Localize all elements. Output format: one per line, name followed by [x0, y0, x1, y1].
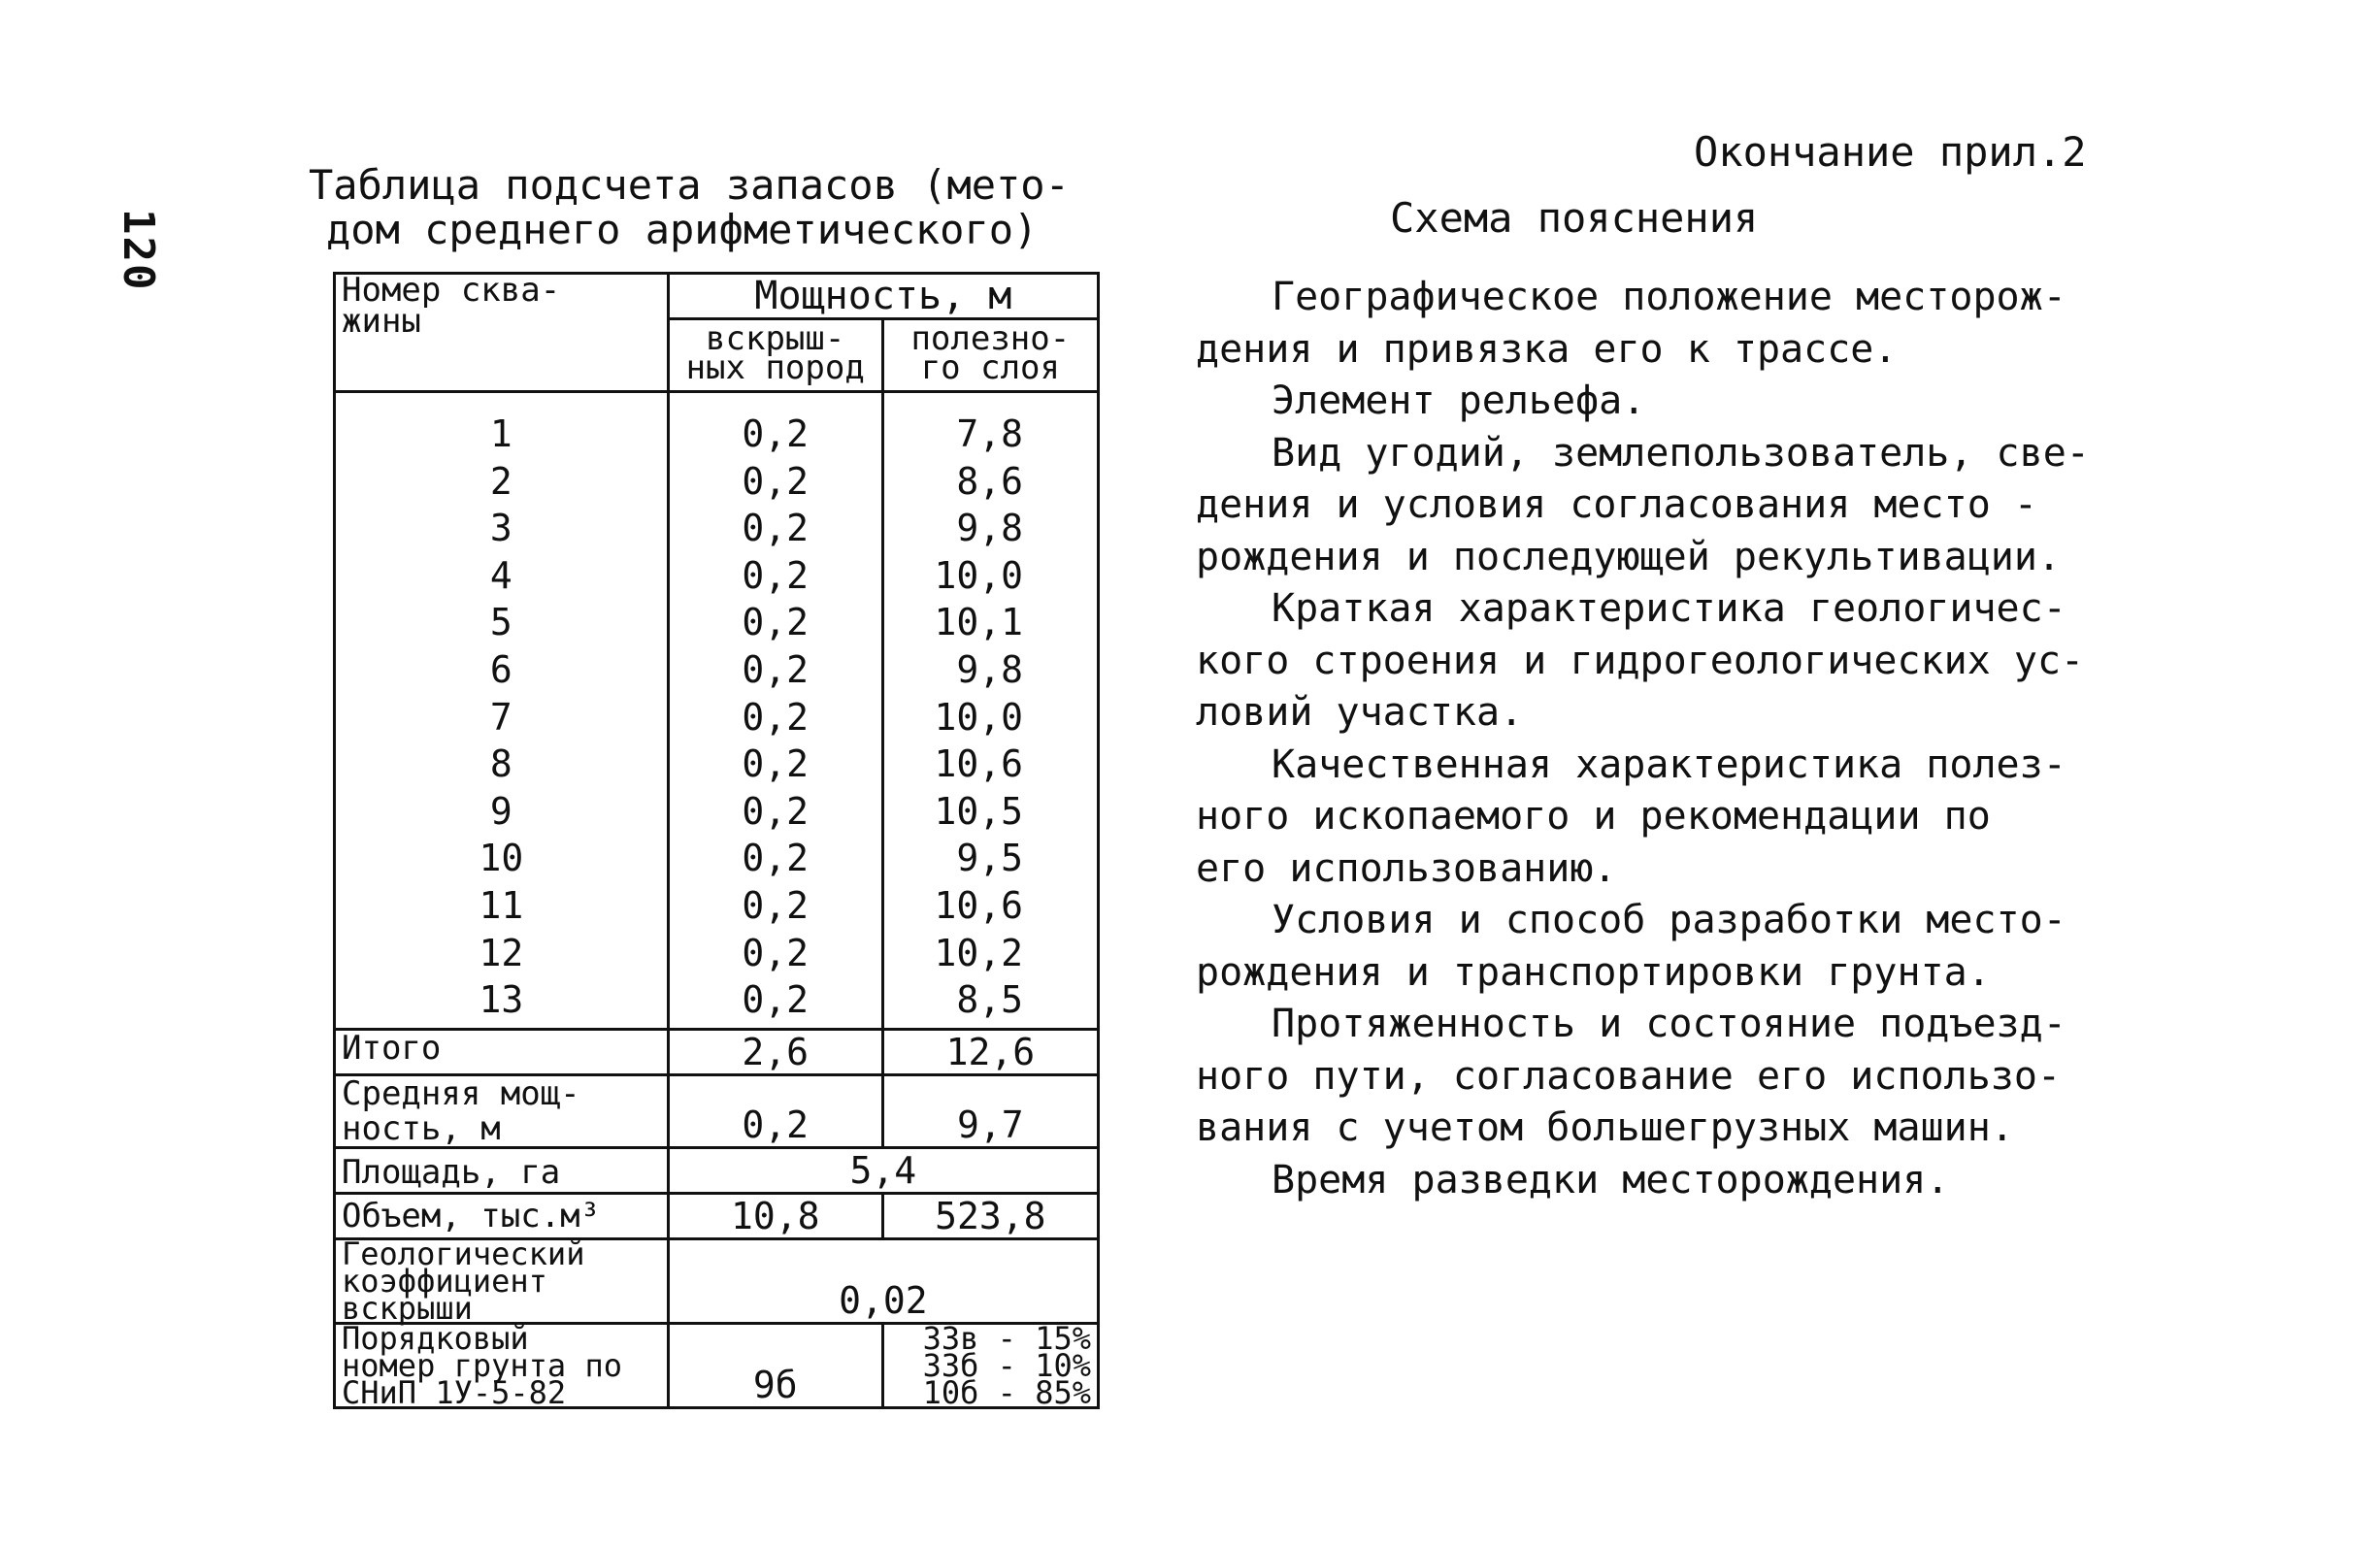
well-number-cell: 1: [489, 412, 512, 455]
well-number-cell: 7: [489, 695, 512, 739]
average-useful: 9,7: [882, 1074, 1098, 1147]
overburden-cell: 0,2: [742, 412, 810, 455]
table-title-line-2: дом среднего арифметического): [326, 206, 1039, 253]
area-value: 5,4: [668, 1147, 1098, 1193]
well-number-cell: 11: [479, 883, 524, 927]
scheme-title: Схема пояснения: [1390, 194, 1759, 242]
overburden-cell: 0,2: [742, 883, 810, 927]
useful-layer-cell: 10,6: [934, 742, 1023, 786]
useful-layer-cell: 7,8: [956, 412, 1023, 455]
scheme-line: Элемент рельефа.: [1272, 379, 1646, 423]
overburden-values-column: [668, 392, 882, 1030]
useful-layer-cell: 8,5: [956, 978, 1023, 1022]
scheme-line: Вид угодий, землепользователь, све-: [1272, 430, 2090, 476]
useful-values-column: [882, 392, 1098, 1030]
scheme-line: его использованию.: [1196, 845, 1617, 891]
overburden-cell: 0,2: [742, 601, 810, 644]
total-useful: 12,6: [882, 1029, 1098, 1074]
scheme-line: Время разведки месторождения.: [1272, 1157, 1950, 1202]
scheme-line: Краткая характеристика геологичес-: [1272, 586, 2066, 631]
useful-layer-cell: 10,5: [934, 789, 1023, 833]
overburden-cell: 0,2: [742, 695, 810, 739]
header-thickness: Мощность, м: [668, 274, 1098, 319]
well-number-cell: 10: [479, 837, 524, 880]
useful-layer-cell: 9,8: [956, 647, 1023, 691]
volume-overburden: 10,8: [668, 1193, 882, 1238]
well-number-cell: 9: [489, 789, 512, 833]
useful-layer-cell: 10,0: [934, 553, 1023, 597]
header-well-number: Номер сква- жины: [335, 274, 669, 392]
scheme-line: рождения и транспортировки грунта.: [1196, 949, 1991, 995]
useful-layer-cell: 10,0: [934, 695, 1023, 739]
scheme-line: ного ископаемого и рекомендации по: [1196, 794, 1991, 839]
scheme-paragraph: [1196, 999, 2176, 1155]
overburden-cell: 0,2: [742, 931, 810, 974]
overburden-coefficient-label: Геологический коэффициент вскрыши: [335, 1238, 669, 1323]
scheme-line: Качественная характеристика полез-: [1272, 741, 2066, 787]
useful-layer-cell: 10,2: [934, 931, 1023, 974]
overburden-cell: 0,2: [742, 647, 810, 691]
useful-layer-cell: 10,1: [934, 601, 1023, 644]
scheme-paragraph: [1196, 895, 2176, 999]
overburden-cell: 0,2: [742, 789, 810, 833]
overburden-cell: 0,2: [742, 507, 810, 550]
scheme-line: Условия и способ разработки место-: [1272, 898, 2066, 942]
volume-label-text: Объем, тыс.м³: [342, 1196, 601, 1235]
well-numbers-column: [335, 392, 669, 1030]
scheme-line: рождения и последующей рекультивации.: [1196, 534, 2062, 579]
scheme-paragraph: [1196, 376, 2176, 428]
well-number-cell: 2: [489, 459, 512, 503]
scheme-explanation-text: [1196, 272, 2176, 1206]
scheme-line: Протяженность и состояние подъезд-: [1272, 1002, 2066, 1046]
scheme-line: ного пути, согласование его использо-: [1196, 1053, 2062, 1099]
scheme-paragraph: [1196, 428, 2176, 584]
well-number-cell: 5: [489, 601, 512, 644]
overburden-coefficient-value: 0,02: [668, 1238, 1098, 1323]
table-title: [309, 163, 1163, 252]
volume-label: [335, 1193, 669, 1238]
area-label: Площадь, га: [335, 1147, 669, 1193]
overburden-cell: 0,2: [742, 978, 810, 1022]
appendix-ending-header: Окончание прил.2: [1694, 128, 2087, 176]
table-title-line-1: Таблица подсчета запасов (мето-: [309, 161, 1070, 209]
useful-layer-cell: 10,6: [934, 883, 1023, 927]
well-number-cell: 8: [489, 742, 512, 786]
well-number-cell: 6: [489, 647, 512, 691]
total-overburden: 2,6: [668, 1029, 882, 1074]
total-label: Итого: [335, 1029, 669, 1074]
scheme-line: Географическое положение месторож-: [1272, 275, 2066, 319]
scheme-line: дения и условия согласования место -: [1196, 482, 2037, 527]
well-number-cell: 4: [489, 553, 512, 597]
scheme-line: вания с учетом большегрузных машин.: [1196, 1105, 2014, 1150]
well-number-cell: 12: [479, 931, 524, 974]
header-overburden: вскрыш- ных пород: [668, 319, 882, 392]
average-thickness-label: Средняя мощ- ность, м: [335, 1074, 669, 1147]
scheme-paragraph: [1196, 272, 2176, 376]
overburden-cell: 0,2: [742, 837, 810, 880]
scheme-paragraph: [1196, 583, 2176, 740]
reserves-table: [333, 272, 1100, 1409]
page-number: 120: [114, 209, 163, 292]
overburden-cell: 0,2: [742, 459, 810, 503]
soil-number-useful: 33в - 15% 33б - 10% 10б - 85%: [882, 1323, 1098, 1407]
useful-layer-cell: 9,5: [956, 837, 1023, 880]
useful-layer-cell: 9,8: [956, 507, 1023, 550]
soil-number-label: Порядковый номер грунта по СНиП 1У-5-82: [335, 1323, 669, 1407]
soil-number-overburden: 9б: [668, 1323, 882, 1407]
scheme-line: ловий участка.: [1196, 690, 1524, 735]
scheme-paragraph: [1196, 740, 2176, 896]
scheme-line: дения и привязка его к трассе.: [1196, 326, 1898, 372]
average-overburden: 0,2: [668, 1074, 882, 1147]
header-useful-layer: полезно- го слоя: [882, 319, 1098, 392]
overburden-cell: 0,2: [742, 553, 810, 597]
scheme-line: кого строения и гидрогеологических ус-: [1196, 638, 2085, 683]
scheme-paragraph: [1196, 1155, 2176, 1207]
useful-layer-cell: 8,6: [956, 459, 1023, 503]
volume-useful: 523,8: [882, 1193, 1098, 1238]
well-number-cell: 13: [479, 978, 524, 1022]
well-number-cell: 3: [489, 507, 512, 550]
overburden-cell: 0,2: [742, 742, 810, 786]
